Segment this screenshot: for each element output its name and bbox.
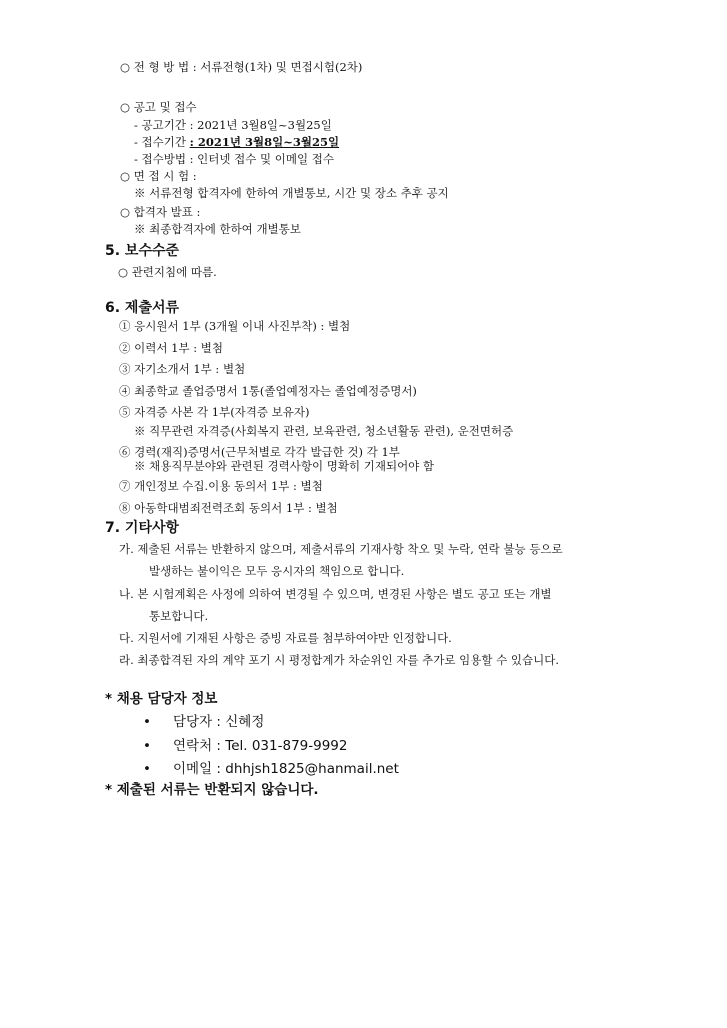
document-item: ⑦ 개인정보 수집.이용 동의서 1부 : 별첨 — [119, 479, 323, 493]
document-note: ※ 직무관련 자격증(사회복지 관련, 보육관련, 청소년활동 관련), 운전면허증 — [134, 424, 514, 438]
receipt-period-value: : 2021년 3월8일~3월25일 — [189, 135, 340, 149]
salary-item: ○ 관련지침에 따름. — [118, 265, 217, 279]
other-item: 라. 최종합격된 자의 계약 포기 시 평정합계가 차순위인 자를 추가로 임용할 수 있습니다. — [119, 653, 559, 667]
receipt-period-line — [134, 134, 339, 150]
phone-number: 연락처 : Tel. 031-879-9992 — [173, 738, 348, 754]
manager-name: 담당자 : 신혜정 — [173, 714, 265, 730]
salary-heading: 5. 보수수준 — [105, 243, 180, 259]
document-item: ⑧ 아동학대범죄전력조회 동의서 1부 : 별첨 — [119, 501, 338, 515]
other-item: 가. 제출된 서류는 반환하지 않으며, 제출서류의 기재사항 착오 및 누락, 연락 불능 등으로 — [119, 542, 563, 556]
contact-manager — [143, 713, 264, 731]
bullet-icon: • — [143, 761, 151, 777]
notice-title: ○ 공고 및 접수 — [120, 100, 197, 114]
result-title: ○ 합격자 발표 : — [120, 205, 201, 219]
other-item-cont: 발생하는 불이익은 모두 응시자의 책임으로 합니다. — [149, 564, 405, 578]
contact-heading: * 채용 담당자 정보 — [105, 691, 218, 707]
notice-period: - 공고기간 : 2021년 3월8일~3월25일 — [134, 118, 332, 132]
closing-note: * 제출된 서류는 반환되지 않습니다. — [105, 782, 319, 798]
receipt-period-prefix: - 접수기간 — [134, 135, 190, 149]
documents-heading: 6. 제출서류 — [105, 300, 180, 316]
document-item: ④ 최종학교 졸업증명서 1통(졸업예정자는 졸업예정증명서) — [119, 384, 417, 398]
contact-email — [143, 760, 399, 778]
other-heading: 7. 기타사항 — [105, 520, 180, 536]
bullet-icon: • — [143, 714, 151, 730]
other-item: 나. 본 시험계획은 사정에 의하여 변경될 수 있으며, 변경된 사항은 별도 공고 또는 개별 — [119, 587, 552, 601]
result-note: ※ 최종합격자에 한하여 개별통보 — [134, 222, 301, 236]
screening-method: ○ 전 형 방 법 : 서류전형(1차) 및 면접시험(2차) — [120, 60, 363, 74]
interview-note: ※ 서류전형 합격자에 한하여 개별통보, 시간 및 장소 추후 공지 — [134, 186, 449, 200]
document-item: ⑥ 경력(재직)증명서(근무처별로 각각 발급한 것) 각 1부 — [119, 445, 400, 459]
document-item: ② 이력서 1부 : 별첨 — [119, 341, 223, 355]
document-item: ③ 자기소개서 1부 : 별첨 — [119, 362, 246, 376]
bullet-icon: • — [143, 738, 151, 754]
document-note: ※ 채용직무분야와 관련된 경력사항이 명확히 기재되어야 함 — [134, 459, 435, 473]
contact-phone — [143, 737, 347, 755]
other-item: 다. 지원서에 기재된 사항은 증빙 자료를 첨부하여야만 인정합니다. — [119, 631, 452, 645]
email-address[interactable]: 이메일 : dhhjsh1825@hanmail.net — [173, 761, 399, 777]
other-item-cont: 통보합니다. — [149, 609, 209, 623]
document-item: ① 응시원서 1부 (3개월 이내 사진부착) : 별첨 — [119, 319, 351, 333]
receipt-method: - 접수방법 : 인터넷 접수 및 이메일 접수 — [134, 152, 334, 166]
document-item: ⑤ 자격증 사본 각 1부(자격증 보유자) — [119, 405, 310, 419]
interview-title: ○ 면 접 시 험 : — [120, 169, 197, 183]
